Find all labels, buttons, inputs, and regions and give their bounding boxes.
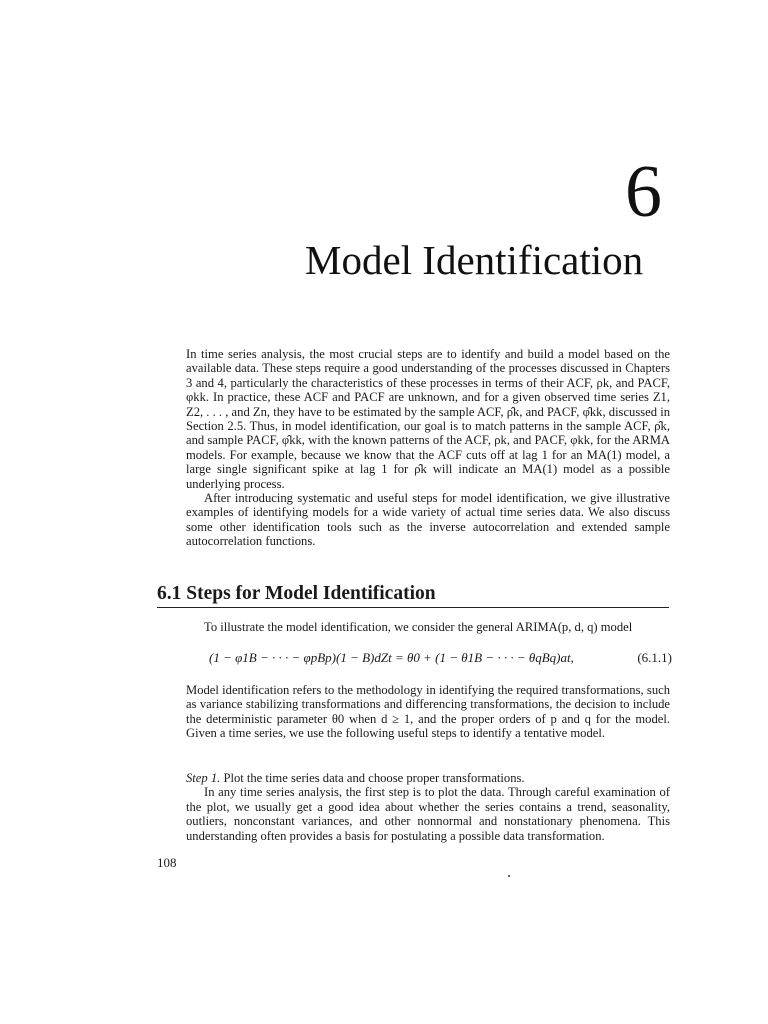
step-1 — [186, 771, 670, 843]
step-1-text: In any time series analysis, the first step is to plot the data. Through careful examination of the plot, we usually get a good idea about whether the series contains a trend, seasonality, outliers, nonconstant variances, and other nonnormal and nonstationary phenomena. This understanding often provides a basis for postulating a possible data transformation. — [186, 785, 670, 843]
section-heading — [157, 583, 669, 608]
section-paragraph-2: Model identification refers to the methodology in identifying the required transformations, such as variance stabilizing transformations and differencing transformations, the decision to include the deterministic parameter θ0 when d ≥ 1, and the proper orders of p and q for the model. Given a time series, we use the following useful steps to identify a tentative model. — [186, 683, 670, 741]
intro-paragraph-1: In time series analysis, the most crucial steps are to identify and build a model based on the available data. These steps require a good understanding of the processes discussed in Chapters 3 and 4, particularly the characteristics of these processes in terms of their ACF, ρk, and PACF, φkk. In practice, these ACF and PACF are unknown, and for a given observed time series Z1, Z2, . . . , and Zn, they have to be estimated by the sample ACF, ρ̂k, and PACF, φ̂kk, discussed in Section 2.5. Thus, in model identification, our goal is to match patterns in the sample ACF, ρ̂k, and sample PACF, φ̂kk, with the known patterns of the ACF, ρk, and PACF, φkk, for the ARMA models. For example, because we know that the ACF cuts off at lag 1 for an MA(1) model, a large single significant spike at lag 1 for ρ̂k will indicate an MA(1) model as a possible underlying process. — [186, 347, 670, 491]
equation-6-1-1 — [209, 650, 672, 666]
chapter-title: Model Identification — [305, 237, 644, 283]
section-title: Steps for Model Identification — [186, 583, 436, 604]
intro-text — [186, 347, 670, 549]
section-body — [186, 683, 670, 741]
step-1-title: Plot the time series data and choose proper transformations. — [223, 771, 525, 785]
step-1-label: Step 1. — [186, 771, 221, 785]
equation-number: (6.1.1) — [637, 650, 672, 665]
section-paragraph-1: To illustrate the model identification, we consider the general ARIMA(p, d, q) model — [204, 620, 633, 634]
section-intro — [186, 620, 670, 634]
section-number: 6.1 — [157, 583, 182, 604]
page-number: 108 — [157, 855, 177, 870]
intro-paragraph-2: After introducing systematic and useful steps for model identification, we give illustrative examples of identifying models for a wide variety of actual time series data. We also discuss some other identification tools such as the inverse autocorrelation and extended sample autocorrelation functions. — [186, 491, 670, 549]
scan-speck — [508, 875, 510, 877]
step-1-heading — [186, 771, 670, 785]
equation-body: (1 − φ1B − · · · − φpBp)(1 − B)dZt = θ0 + (1 − θ1B − · · · − θqBq)at, — [209, 650, 574, 665]
chapter-number: 6 — [625, 151, 662, 233]
